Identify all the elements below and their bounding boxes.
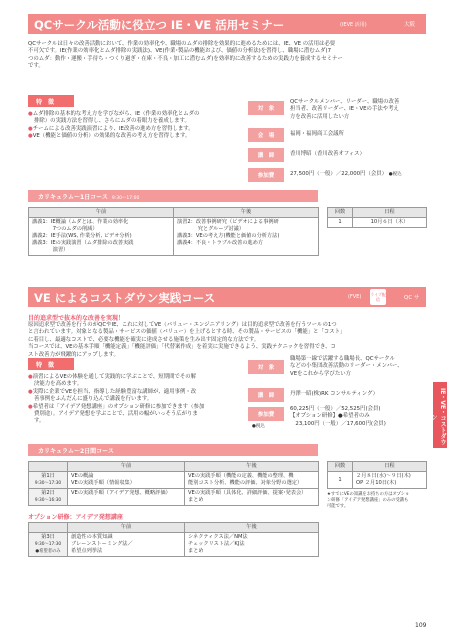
col-date: 日程 bbox=[353, 462, 427, 472]
intro-line: 不可欠です。IE(作業の効率化とムダ排除の実践法)、VE(作業･製品の機能および、価値の分析法)を習得し、職場に潜むムダ(7 bbox=[28, 48, 332, 55]
target-text bbox=[290, 99, 399, 121]
am-cell: 講義1：IE概論（ムダとは、作業の効率化 7つのムダの削減） 講義2：IE手法(WS, 作業分析, ビデオ分析) 講義3：IEの実践演習（ムダ排除の改善実践 演習） bbox=[29, 218, 174, 256]
col-no: 回数 bbox=[328, 208, 353, 218]
feature-item: ●チームによる改善実践演習により、IE改善の進め方を習得します。 bbox=[28, 125, 194, 132]
intro-line: 当コースでは、VEの基本手順「機能定義」「機能評価」「代替案作成」を着実に実施できるよう、実践テクニックを習得でき、コ bbox=[28, 344, 336, 351]
target-label: 対 象 bbox=[248, 101, 284, 115]
target-text bbox=[290, 356, 403, 378]
target-label: 対 象 bbox=[248, 360, 284, 374]
pm-cell: 演習2：改善事例研究（ビデオによる事例研 究とグループ討議） 講義3：VEの考え方(機能と価値の分析方法) 講義4：不良・トラブル改善の進め方 bbox=[174, 218, 319, 256]
lecturer-text: 丹澤一昭(株)RK コンサルティング） bbox=[290, 391, 379, 397]
col-am: 午前 bbox=[29, 208, 174, 218]
feature-item: ●実際に企業でVEを担当、指導した経験豊富な講師が、適用事例・改 bbox=[28, 388, 197, 395]
section2-header bbox=[28, 287, 426, 307]
live-badge: ライブ配信 bbox=[370, 289, 386, 305]
intro-line: つのムダ：動作・運搬・手待ち・つくり過ぎ・在庫・不良・加工に潜むムダ)を効率的に改善するための実践力を養成するセミナー bbox=[28, 55, 343, 62]
venue-text: 福岡・福岡商工会議所 bbox=[290, 131, 344, 137]
page-number: 109 bbox=[415, 622, 427, 629]
feature-item: 排除）の実践方法を習得し、さらにムダの着眼力を養成します。 bbox=[34, 118, 190, 125]
info-line: VEをこれから学びたい方 bbox=[290, 370, 352, 377]
section2-title: VE によるコストダウン実践コース bbox=[34, 291, 216, 305]
feature-item: 善事例をふんだんに盛り込んで講義を行います。 bbox=[34, 396, 153, 403]
fee-text bbox=[290, 406, 386, 428]
table-row bbox=[29, 489, 319, 506]
section1-curriculum-table bbox=[28, 207, 319, 256]
day-cell: 第1日 9:30～17:30 bbox=[29, 472, 68, 489]
schedule-date: 10月６日（木） bbox=[353, 218, 427, 228]
col-am: 午前 bbox=[68, 523, 185, 533]
am-cell: VEの実践手順（アイデア発想、概略評価） bbox=[68, 489, 185, 506]
schedule-date: ２月８日(水)～９日(木) OP ２月10日(木) bbox=[353, 472, 427, 489]
col-date: 日程 bbox=[353, 208, 427, 218]
pm-cell: シネクティクス法／NM法 チェックリスト法／KJ法 まとめ bbox=[185, 533, 319, 557]
intro-line: スト改善力が飛躍的にアップします。 bbox=[28, 351, 119, 358]
section2-schedule-table bbox=[327, 461, 427, 489]
venue-label: 会 場 bbox=[248, 128, 284, 142]
feature-item: 決能力を高めます。 bbox=[34, 381, 83, 388]
lecturer-text: 香川博昭（香川改善オフィス） bbox=[290, 151, 365, 157]
feature-item: ●VE（機能と価値の分析）の効果的な改善の考え方を習得します。 bbox=[28, 133, 191, 140]
info-line: 職場第一線で活躍する職場長、QCサークル bbox=[290, 356, 395, 362]
col-pm: 午後 bbox=[185, 462, 319, 472]
side-category-tab: IE・VE・コストダウン bbox=[433, 382, 447, 448]
section2-tag: (FVE) bbox=[348, 294, 362, 300]
option-table bbox=[28, 522, 319, 557]
feature-item: す。 bbox=[34, 418, 45, 425]
info-line: などの小集団改善活動のリーダー・メンバー、 bbox=[290, 363, 403, 370]
table-row bbox=[29, 472, 319, 489]
fee-label: 参加費 bbox=[248, 407, 284, 421]
section2-lead: 目的追求型で抜本的な改善を実現！ bbox=[28, 315, 125, 322]
intro-line: 原因追求型で改善を行うのがQCやIE、これに対してVE（バリュー・エンジニアリング）は目的追求型で改善を行うツールの1つ bbox=[28, 322, 337, 328]
fee-note: ●税込 bbox=[252, 424, 265, 429]
col-am: 午前 bbox=[68, 462, 185, 472]
section2-intro bbox=[28, 322, 428, 359]
info-line: 23,100円（一般）／17,600円(会員) bbox=[290, 420, 386, 427]
schedule-no: 1 bbox=[328, 218, 353, 228]
intro-line: QCサークルは日々の改善活動において、作業の効率化や、職場のムダの排除を効果的に進めるためには、IE、VE の活用は必要 bbox=[28, 41, 336, 47]
section1-intro bbox=[28, 41, 428, 71]
day-cell: 第2日 9:30～16:30 bbox=[29, 489, 68, 506]
col-no: 回数 bbox=[328, 462, 353, 472]
fee-label: 参加費 bbox=[248, 168, 284, 182]
feature-item: 費別途）。アイデア発想を学ぶことで、活用の幅がいっそう広がりま bbox=[34, 411, 198, 418]
info-line: 方を改善に活用したい方 bbox=[290, 113, 350, 120]
section1-feature-label: 特 徴 bbox=[28, 95, 74, 107]
section1-region: 大阪 bbox=[404, 22, 416, 28]
section2-feature-label: 特 徴 bbox=[28, 358, 74, 370]
am-cell: 創造性の本質知識 ブレーンストーミング法／ 希望点列挙法 bbox=[68, 533, 185, 557]
option-title: オプション研修：アイデア発想講座 bbox=[28, 514, 123, 521]
col-pm: 午後 bbox=[174, 208, 319, 218]
info-line: 担当者、改善リーダー、IE・VEの手法や考え bbox=[290, 106, 399, 113]
section1-title: QCサークル活動に役立つ IE・VE 活用セミナー bbox=[34, 18, 285, 32]
info-line: 60,225円（一般）／52,525円(会員) bbox=[290, 406, 381, 412]
am-cell: VEの概論 VEの実践手順（情報収集） bbox=[68, 472, 185, 489]
schedule-note: ★すでにVEの知識をお持ちの方はオプショ ン研修「アイデア発想講座」のみの受講も 可能です。 bbox=[327, 492, 410, 509]
intro-line: に着目し、最適なコストで、必要な機能を確実に達成させる施策を生み出す固定的な方法です。 bbox=[28, 336, 260, 343]
intro-line: です。 bbox=[28, 63, 44, 70]
info-line: 【オプション研修】●希望者のみ bbox=[290, 413, 370, 420]
section1-schedule-table bbox=[327, 207, 427, 228]
section1-header bbox=[28, 14, 426, 34]
pm-cell: VEの実践手順（具体化、詳細評価、提案･発表会） まとめ bbox=[185, 489, 319, 506]
section2-curriculum-table bbox=[28, 461, 319, 506]
lecturer-label: 講 師 bbox=[248, 148, 284, 162]
day-cell: 第3日 9:30～17:30 ●希望者のみ bbox=[29, 533, 68, 557]
feature-item: ●希望者は「アイデア発想講座」のオプション研修に参加できます（参加 bbox=[28, 403, 205, 410]
col-pm: 午後 bbox=[185, 523, 319, 533]
table-row bbox=[29, 533, 319, 557]
section1-tag: (IEVE 活用) bbox=[340, 22, 367, 28]
section2-curriculum-bar: カリキュラム～2日間コース bbox=[28, 444, 318, 456]
col-day bbox=[29, 523, 68, 533]
section2-region: QC サ bbox=[404, 295, 420, 301]
section2-features bbox=[28, 374, 253, 426]
info-line: QCサークルメンバー、リーダー、職場の改善 bbox=[290, 99, 400, 105]
section1-features bbox=[28, 111, 278, 141]
pm-cell: VEの実践手順（機能の定義、機能の整理、機 能別コスト分析、機能の評価、対象分野の選定） bbox=[185, 472, 319, 489]
lecturer-label: 講 師 bbox=[248, 388, 284, 402]
section1-curriculum-bar: カリキュラム～1日コース 9:30～17:00 bbox=[28, 190, 318, 202]
schedule-no: 1 bbox=[328, 472, 353, 489]
intro-line: と言われています。対象となる製品・サービスの価値（バリュー）を上げるとする時、その製品・サービスの「機能」と「コスト」 bbox=[28, 329, 346, 336]
feature-item: ●演習によるVEの体験を通して実践的に学ぶことで、短期間でその解 bbox=[28, 374, 197, 380]
col-day bbox=[29, 462, 68, 472]
feature-item: ●ムダ排除の基本的な考え方を学びながら、IE（作業の効率化とムダの bbox=[28, 111, 200, 117]
fee-text: 27,500円（一般）／22,000円（会員） ●税込 bbox=[290, 171, 402, 177]
